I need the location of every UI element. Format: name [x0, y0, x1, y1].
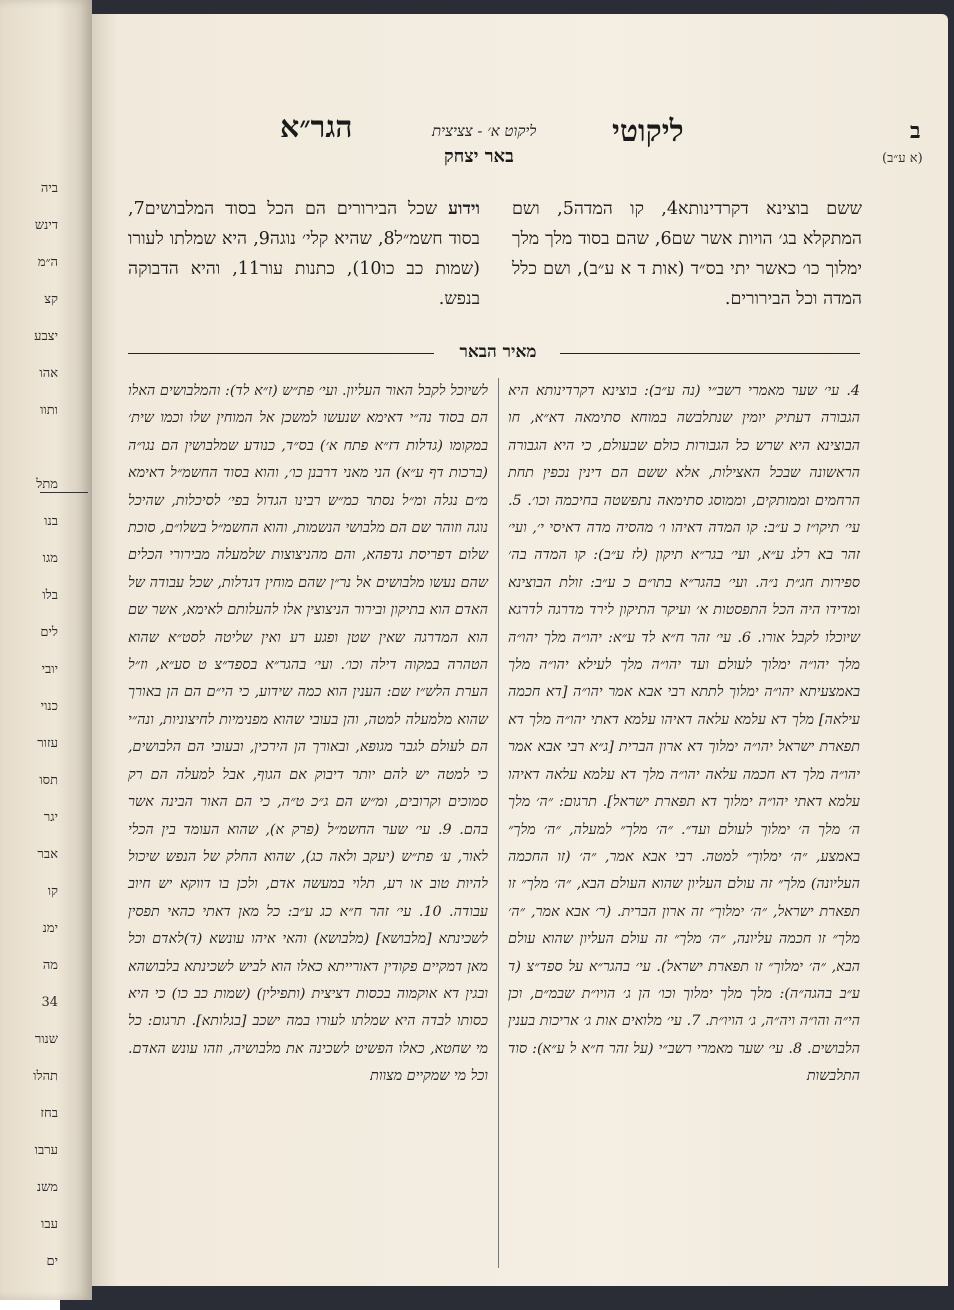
- facing-page-line: דינש: [34, 218, 58, 233]
- facing-page-line: ים: [46, 1254, 58, 1269]
- main-text-right-column: ששם בוצינא דקרדינותא4, קו המדה5, ושם המתקלא בג׳ הויות אשר שם6, שהם בסוד מלך מלך ימלוך כו׳ כאשר יתי בס״ד (אות ד א ע״ב), ושם כלל המדה וכל הבירורים.: [512, 199, 862, 309]
- column-gutter: [498, 378, 499, 1268]
- facing-page-line: תסו: [39, 773, 58, 788]
- facing-page-line: אבר: [37, 847, 58, 862]
- folio-reference: (א ע״ב): [882, 151, 923, 166]
- facing-page-line: יובי: [41, 662, 58, 677]
- facing-page-line: ותוו: [40, 403, 58, 418]
- book-cover-bottom: [60, 1286, 954, 1310]
- facing-page-line: 34: [41, 995, 58, 1010]
- facing-page: [0, 0, 92, 1300]
- facing-page-line: יצבע: [34, 329, 58, 344]
- facing-page-line: ימנ: [42, 921, 58, 936]
- main-text-left-body: שכל הבירורים הם הכל בסוד המלבושים7, בסוד חשמ״ל8, שהיא קלי׳ נוגה9, היא שמלתו לעורו (שמות כב כו10), כתנות עור11, והיא הדבוקה בנפש.: [128, 199, 480, 309]
- facing-page-line: מה: [42, 958, 58, 973]
- facing-page-line: [30, 429, 58, 466]
- section-divider-right: [560, 353, 860, 354]
- facing-page-line: כנוי: [40, 699, 58, 714]
- facing-page-line: מתל: [36, 477, 58, 492]
- commentary-right-text: 4. עי׳ שער מאמרי רשב״י (נה ע״ב): בוצינא דקרדינותא היא הגבורה דעתיק יומין שנתלבשה במוחא סתימאה דא״א, חו הבוצינא היא שרש כל הגבורות כולם שבעולם, כי היא הגבורה הראשונה שבכל האצילות, אלא ששם הם דינין נכפין תחת הרחמים וממותקים, וממוסג סתימאה נתפשטה בחיכמה וכו׳. 5. עי׳ תיקו״ז כ ע״ב: קו המדה דאיהו ו׳ מהסיה מדה דאיסי י׳, ועי׳ זהר בא רלג ע״א, ועי׳ בגר״א תיקון (לז ע״ב): קו המדה בה׳ ספירות חג״ת נ״ה. ועי׳ בהגר״א בתו״ם כ ע״ב: זולת הבוצינא ומדידו היה הכל התפסטות א׳ ועיקר התיקון לירד מדרגה לדרגא שיוכלו לקבל אורו. 6. עי׳ זהר ח״א לד ע״א: יהו״ה מלך יהו״ה מלך יהו״ה ימלוך לעולם ועד יהו״ה מלך לעילא יהו״ה מלך באמצעיתא יהו״ה ימלוך לתתא רבי אבא אמר יהו״ה [דא חכמה עילאה] מלך דא עלמא עלאה דאיהו עלמא דאתי יהו״ה מלך דא תפארת ישראל יהו״ה ימלוך דא ארון הברית [ג״א רבי אבא אמר יהו״ה מלך דא חכמה עלאה יהו״ה מלך דא עלמא עלאה דאיהו עלמא דאתי יהו״ה ימלוך דא תפארת ישראל]. תרגום: ״ה׳ מלך ה׳ מלך ה׳ ימלוך לעולם ועד״. ״ה׳ מלך״ למעלה, ״ה׳ מלך״ באמצע, ״ה׳ ימלוך״ למטה. רבי אבא אמר, ״ה׳ (זו החכמה העליונה) מלך״ זה עולם העליון שהוא העולם הבא, ״ה׳ מלך״ זו תפארת ישראל, ״ה׳ ימלוך״ זה ארון הברית. (ר׳ אבא אמר, ״ה׳ מלך״ זו חכמה עליונה, ״ה׳ מלך״ זה עולם העליון שהוא עולם הבא, ״ה׳ ימלוך״ זו תפארת ישראל). עי׳ בהגר״א על ספד״צ (ד ע״ב בהגה״ה): מלך מלך ימלוך וכו׳ הן ג׳ הויו״ת שבמ״ם, וכן הי״ה והו״ה ויה״ה, ג׳ הויו״ת. 7. עי׳ מלואים אות ג׳ אריכות בענין הלבושים. 8. עי׳ שער מאמרי רשב״י (על זהר ח״א ל ע״א): סוד התלבשות: [508, 383, 861, 1085]
- book-page: [92, 14, 948, 1286]
- commentary-left-text: לשיוכל לקבל האור העליון. ועי׳ פת״ש (ז״א לד): והמלבושים האלו הם בסוד נה״י דאימא שנעשו למשכן אל המוחין שלו וכמו שית׳ במקומו (גדלות דז״א פתח א׳) בס״ד, כנודע שמלבושין הם נגו״ה (ברכות דף ע״א) הני מאני דרבנן כו׳, והוא בסוד החשמ״ל דאימא מ״ם נגלה ומ״ל נסתר כמ״ש רבינו הגדול בפי׳ לסיכלות, שהיכל נוגה וזוהר שם הם מלבושי הנשמות, והוא החשמ״ל בשלו״ם, סוכת שלום דפריסת גדפהא, והם מהניצוצות שלמעלה מבירורי הכלים שהם נעשו מלבושים אל נר״ן שהם מוחין דגדלות, שכל עבודה של האדם הוא בתיקון ובירור הניצוצין אלו להעלותם לאימא, אשר שם הוא המדרגה שאין שטן ופגע רע ואין שליטה לסט״א שהוא הטהרה במקוה דילה וכו׳. ועי׳ בהגר״א בספד״צ ט סע״א, וז״ל הערת הלש״ז שם: הענין הוא כמה שידוע, כי הי״ם הם הן באורך שהוא מלמעלה למטה, והן בעובי שהוא מפנימיות לחיצוניות, ונה״י הם לעולם לגבר מגופא, ובאורך הן הירכין, ובעובי הם הלבושים, כי למטה יש להם יותר דיבוק אם הגוף, אבל למעלה הם רק סמוכים וקרובים, ומ״ש הם ג״כ ט״ה, כי הם האור הבינה אשר בהם. 9. עי׳ שער החשמ״ל (פרק א), שהוא העומד בין הכלי לאור, ע׳ פת״ש (יעקב ולאה כג), שהוא החלק של הנפש שיכול להיות טוב או רע, תלוי במעשה אדם, ולכן בו דווקא יש חיוב עבודה. 10. עי׳ זהר ח״א כג ע״ב: כל מאן דאתי כהאי תפסין לשכינתא [מלבושא] (מלבושא) והאי איהו עונשא (ד)לאדם וכל מאן דמקיים פקודין דאורייתא כאלו הוא לביש לשכינתא בלבושהא ובגין דא אוקמוה בכסות דציצית (ותפילין) (שמות כב כו) כי היא כסותו לבדה היא שמלתו לעורו במה ישכב [בגלותא]. תרגום: כל מי שחטא, כאלו הפשיט לשכינה את מלבושיה, וזהו עונש האדם. וכל מי שמקיים מצוות: [128, 383, 489, 1085]
- facing-page-line: שנור: [34, 1032, 58, 1047]
- main-text-left-column: [128, 194, 480, 314]
- facing-page-line: תהלו: [33, 1069, 58, 1084]
- facing-page-line: מגו: [42, 551, 58, 566]
- facing-page-line: לים: [40, 625, 58, 640]
- facing-page-line: עזור: [37, 736, 58, 751]
- facing-page-line: יגר: [43, 810, 58, 825]
- commentary-title: באר יצחק: [444, 146, 514, 167]
- commentary-section-label: מאיר הבאר: [459, 342, 537, 362]
- facing-page-line: קו: [47, 884, 58, 899]
- running-title: ליקוטי: [612, 114, 684, 149]
- facing-page-line: אהו: [39, 366, 58, 381]
- facing-page-line: ביה: [40, 181, 58, 196]
- facing-page-line: משנ: [36, 1180, 58, 1195]
- facing-page-line: ערבו: [34, 1143, 58, 1158]
- facing-page-line: בלו: [42, 588, 58, 603]
- main-text-lead-word: וידוע: [448, 199, 480, 219]
- facing-page-line: בנו: [44, 514, 58, 529]
- section-divider-left: [128, 353, 434, 354]
- facing-page-line: קצ: [44, 292, 58, 307]
- facing-page-line: עבו: [41, 1217, 58, 1232]
- facing-page-text: [30, 170, 58, 1269]
- facing-page-line: ה״מ: [37, 255, 58, 270]
- author-title: הגר״א: [280, 110, 353, 145]
- commentary-right-column: [508, 378, 860, 1273]
- section-subtitle: ליקוט א׳ - צציצית: [432, 122, 537, 140]
- page-number: ב: [910, 118, 921, 144]
- facing-page-line: בחז: [40, 1106, 58, 1121]
- commentary-left-column: [128, 378, 488, 1273]
